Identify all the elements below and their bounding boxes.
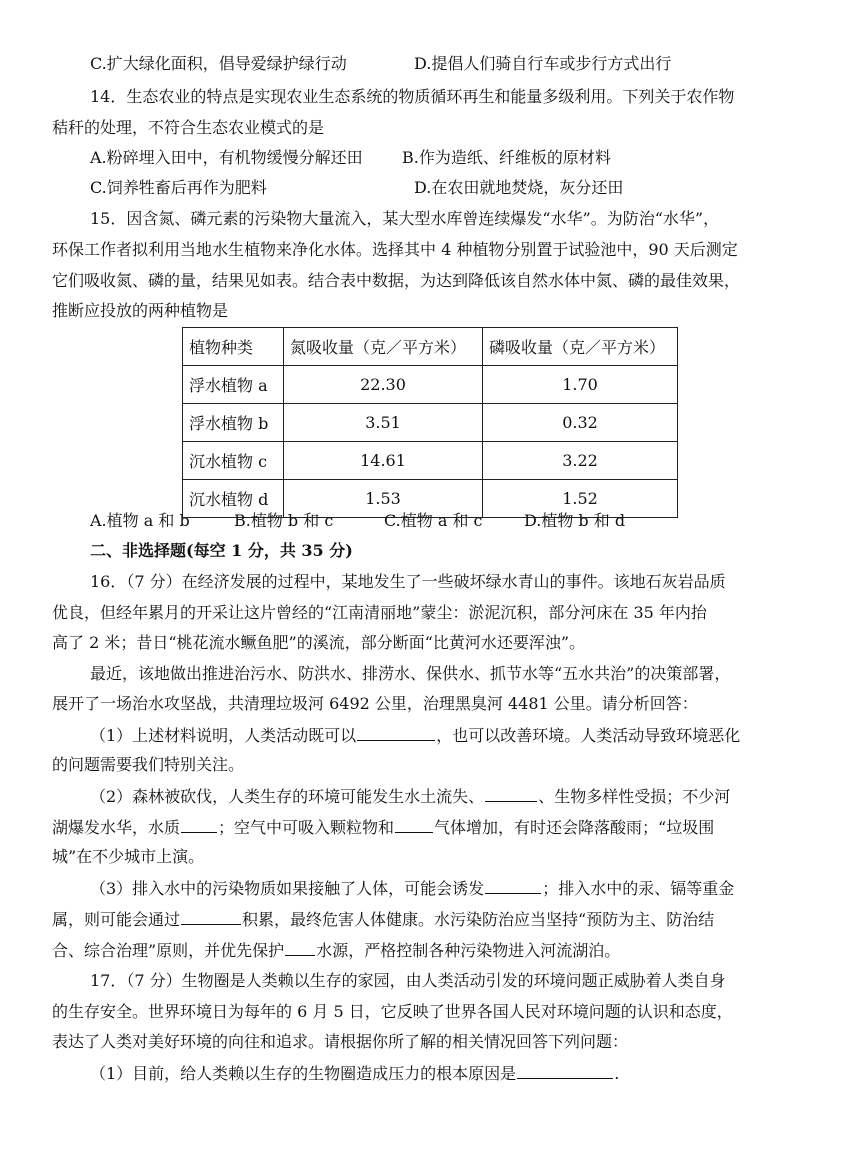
table-header-cell: 氮吸收量（克／平方米） xyxy=(284,328,483,366)
q17-para1-line-1: 17．（7 分）生物圈是人类赖以生存的家园，由人类活动引发的环境问题正威胁着人类自身 xyxy=(90,971,726,990)
q16-para2-line-2: 展开了一场治水攻坚战，共清理垃圾河 6492 公里，治理黑臭河 4481 公里。请分析回答： xyxy=(52,694,698,713)
q16-sub3-text-b: ；排入水中的汞、镉等重金 xyxy=(542,879,735,898)
q16-sub3-line-3 xyxy=(52,939,620,962)
q17-para1-line-2: 的生存安全。世界环境日为每年的 6 月 5 日，它反映了世界各国人民对环境问题的认识和态度， xyxy=(52,1002,733,1021)
answer-blank[interactable] xyxy=(485,877,541,894)
q16-sub2-text-e: 气体增加，有时还会降落酸雨；“垃圾围 xyxy=(434,818,715,837)
q16-sub1-line-1 xyxy=(90,724,740,747)
table-row xyxy=(183,366,678,404)
q15-stem-line-4: 推断应投放的两种植物是 xyxy=(52,301,229,320)
q15-option-a: A.植物 a 和 b xyxy=(90,511,190,530)
q16-sub2-line-3: 城”在不少城市上演。 xyxy=(52,847,205,866)
answer-blank[interactable] xyxy=(181,908,241,925)
q16-para1-line-3: 高了 2 米；昔日“桃花流水鳜鱼肥”的溪流，部分断面“比黄河水还要浑浊”。 xyxy=(52,633,586,652)
table-cell: 1.70 xyxy=(483,366,678,404)
q15-stem-line-1: 15．因含氮、磷元素的污染物大量流入，某大型水库曾连续爆发“水华”。为防治“水华”， xyxy=(90,209,720,228)
table-cell: 沉水植物 d xyxy=(183,480,284,518)
table-cell: 浮水植物 b xyxy=(183,404,284,442)
q16-sub1-line-2: 的问题需要我们特别关注。 xyxy=(52,755,245,774)
q16-sub3-text-a: （3）排入水中的污染物质如果接触了人体，可能会诱发 xyxy=(90,879,485,898)
q16-sub1-text-b: ，也可以改善环境。人类活动导致环境恶化 xyxy=(436,726,741,745)
answer-blank[interactable] xyxy=(357,724,435,741)
q16-sub2-text-c: 湖爆发水华，水质 xyxy=(52,818,181,837)
q16-para1-line-2: 优良，但经年累月的开采让这片曾经的“江南清丽地”蒙尘：淤泥沉积，部分河床在 35 年内抬 xyxy=(52,603,707,622)
q16-sub2-text-d: ；空气中可吸入颗粒物和 xyxy=(218,818,395,837)
table-header-cell: 磷吸收量（克／平方米） xyxy=(483,328,678,366)
answer-blank[interactable] xyxy=(517,1062,613,1079)
table-row xyxy=(183,442,678,480)
q17-sub1-text-a: （1）目前，给人类赖以生存的生物圈造成压力的根本原因是 xyxy=(90,1064,517,1083)
q16-sub3-text-f: 水源，严格控制各种污染物进入河流湖泊。 xyxy=(316,941,621,960)
table-header-cell: 植物种类 xyxy=(183,328,284,366)
table-header-row xyxy=(183,328,678,366)
q16-para2-line-1: 最近，该地做出推进治污水、防洪水、排涝水、保供水、抓节水等“五水共治”的决策部署， xyxy=(90,664,731,683)
table-cell: 浮水植物 a xyxy=(183,366,284,404)
section-title: 二、非选择题(每空 1 分，共 35 分) xyxy=(90,541,353,560)
q16-para1-line-1: 16．（7 分）在经济发展的过程中，某地发生了一些破坏绿水青山的事件。该地石灰岩品质 xyxy=(90,572,726,591)
q16-sub2-line-1 xyxy=(90,785,730,808)
answer-blank[interactable] xyxy=(181,816,217,833)
q16-sub3-text-d: 积累，最终危害人体健康。水污染防治应当坚持“预防为主、防治结 xyxy=(242,910,715,929)
q16-sub3-text-e: 合、综合治理”原则，并优先保护 xyxy=(52,941,285,960)
q17-para1-line-3: 表达了人类对美好环境的向往和追求。请根据你所了解的相关情况回答下列问题： xyxy=(52,1032,629,1051)
q16-sub1-text-a: （1）上述材料说明，人类活动既可以 xyxy=(90,726,357,745)
q15-option-b: B.植物 b 和 c xyxy=(234,511,334,530)
answer-blank[interactable] xyxy=(285,939,315,956)
table-cell: 沉水植物 c xyxy=(183,442,284,480)
q14-option-a: A.粉碎埋入田中，有机物缓慢分解还田 xyxy=(90,148,363,167)
q14-option-d: D.在农田就地焚烧，灰分还田 xyxy=(414,178,624,197)
q17-sub1-line-1 xyxy=(90,1062,619,1085)
q16-sub2-text-a: （2）森林被砍伐，人类生存的环境可能发生水土流失、 xyxy=(90,787,485,806)
q16-sub3-line-1 xyxy=(90,877,734,900)
q13-option-c: C.扩大绿化面积，倡导爱绿护绿行动 xyxy=(90,54,347,73)
q16-sub3-text-c: 属，则可能会通过 xyxy=(52,910,181,929)
table-cell: 1.53 xyxy=(284,480,483,518)
answer-blank[interactable] xyxy=(395,816,433,833)
q17-sub1-end: . xyxy=(614,1064,620,1083)
q16-sub2-text-b: 、生物多样性受损；不少河 xyxy=(538,787,731,806)
table-cell: 0.32 xyxy=(483,404,678,442)
q16-sub2-line-2 xyxy=(52,816,714,839)
q15-stem-line-3: 它们吸收氮、磷的量，结果见如表。结合表中数据，为达到降低该自然水体中氮、磷的最佳效果， xyxy=(52,271,741,290)
table-cell: 1.52 xyxy=(483,480,678,518)
q14-stem-line-2: 秸秆的处理，不符合生态农业模式的是 xyxy=(52,118,325,137)
q15-stem-line-2: 环保工作者拟利用当地水生植物来净化水体。选择其中 4 种植物分别置于试验池中，90 天后测定 xyxy=(52,240,738,259)
table-row xyxy=(183,404,678,442)
q14-stem-line-1: 14．生态农业的特点是实现农业生态系统的物质循环再生和能量多级利用。下列关于农作物 xyxy=(90,87,735,106)
q13-option-d: D.提倡人们骑自行车或步行方式出行 xyxy=(414,54,672,73)
absorption-table xyxy=(182,327,678,518)
q14-option-c: C.饲养牲畜后再作为肥料 xyxy=(90,178,267,197)
q16-sub3-line-2 xyxy=(52,908,714,931)
answer-blank[interactable] xyxy=(485,785,537,802)
table-cell: 3.22 xyxy=(483,442,678,480)
table-cell: 14.61 xyxy=(284,442,483,480)
q14-option-b: B.作为造纸、纤维板的原材料 xyxy=(402,148,611,167)
q15-option-d: D.植物 b 和 d xyxy=(524,511,626,530)
table-cell: 3.51 xyxy=(284,404,483,442)
q15-option-c: C.植物 a 和 c xyxy=(384,511,483,530)
table-cell: 22.30 xyxy=(284,366,483,404)
